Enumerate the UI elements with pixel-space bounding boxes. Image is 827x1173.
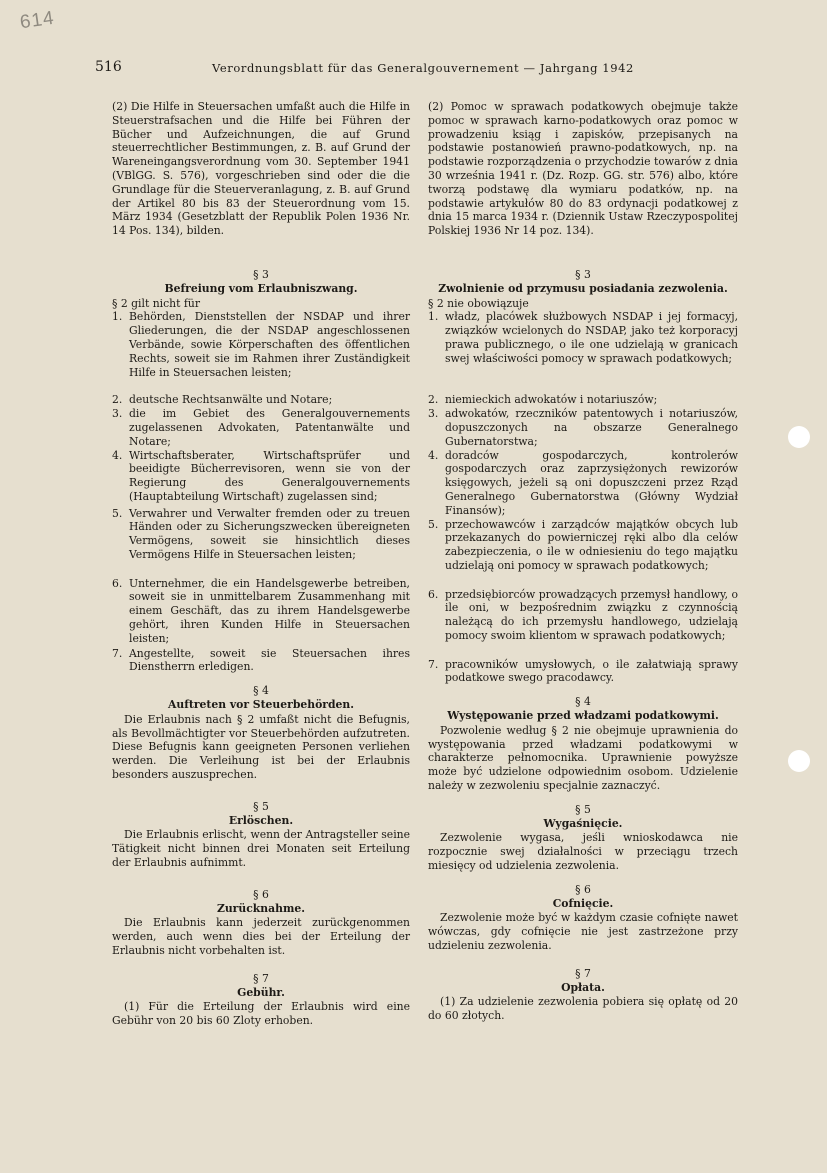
polish-s3-title: Zwolnienie od przymusu posiadania zezwolenia.	[438, 281, 728, 295]
german-s3-number: § 3	[253, 268, 269, 281]
list-item: 7. Angestellte, soweit sie Steuersachen ihres Dienstherrn erledigen.	[112, 646, 410, 674]
running-title: Verordnungsblatt für das Generalgouvernement — Jahrgang 1942	[212, 61, 634, 75]
german-s3-list	[112, 310, 410, 674]
polish-intro-paragraph: (2) Pomoc w sprawach podatkowych obejmuje także pomoc w sprawach karno-podatkowych oraz pomoc w prowadzeniu ksiąg i zapisków, przepisanych na podstawie postanowień prawno-podatkowych, np. na podstawie rozporządzenia o przychodzie towarów z dnia 30 września 1941 r. (Dz. Rozp. GG. str. 576) albo, które tworzą podstawę dla wymiaru podatków, np. na podstawie artykułów 80 do 83 ordynacji podatkowej z dnia 15 marca 1934 r. (Dziennik Ustaw Rzeczypospolitej Polskiej 1936 Nr 14 poz. 134).	[428, 100, 738, 238]
german-s4-number: § 4	[253, 684, 269, 698]
polish-column	[428, 100, 738, 1023]
german-s7-title: Gebühr.	[237, 985, 285, 999]
german-s6-number: § 6	[253, 887, 269, 901]
list-item: 6. przedsiębiorców prowadzących przemysł handlowy, o ile oni, w bezpośrednim związku z czynnością należącą do ich przemysłu handlowego, udzielają pomocy swoim klientom w sprawach podatkowych;	[428, 587, 739, 642]
polish-s3-number: § 3	[575, 268, 591, 281]
polish-s6-text: Zezwolenie może być w każdym czasie cofnięte nawet wówczas, gdy cofnięcie nie jest zastrzeżone przy udzieleniu zezwolenia.	[428, 911, 738, 952]
page-number: 516	[95, 59, 122, 75]
german-s5-text: Die Erlaubnis erlischt, wenn der Antragsteller seine Tätigkeit nicht binnen drei Monaten seit Erteilung der Erlaubnis aufnimmt.	[112, 828, 410, 869]
german-column	[112, 100, 410, 1028]
list-item: 5. Verwahrer und Verwalter fremden oder zu treuen Händen oder zu Sicherungszwecken übereigneten Vermögens, soweit sie hinsichtlich dieses Vermögens Hilfe in Steuersachen leisten;	[112, 506, 410, 561]
polish-s7-text: (1) Za udzielenie zezwolenia pobiera się opłatę od 20 do 60 złotych.	[428, 995, 738, 1023]
german-s4-text: Die Erlaubnis nach § 2 umfaßt nicht die Befugnis, als Bevollmächtigter vor Steuerbehörden aufzutreten. Diese Befugnis kann geeigneten Personen verliehen werden. Die Verleihung ist bei der Erlaubnis besonders auszusprechen.	[112, 712, 410, 781]
archive-mark: 614	[18, 7, 56, 34]
german-s7-text: (1) Für die Erteilung der Erlaubnis wird eine Gebühr von 20 bis 60 Zloty erhoben.	[112, 1000, 410, 1028]
polish-s3-list	[428, 310, 738, 685]
polish-s6-number: § 6	[575, 882, 591, 896]
punch-hole	[788, 426, 810, 448]
polish-s3-lead: § 2 nie obowiązuje	[428, 296, 529, 310]
polish-s5-title: Wygaśnięcie.	[543, 816, 623, 830]
german-s7-number: § 7	[253, 971, 269, 985]
list-item: 1. władz, placówek służbowych NSDAP i jej formacyj, związków wcielonych do NSDAP, jako też korporacyj prawa publicznego, o ile one udzielają w granicach swej właściwości pomocy w sprawach podatkowych;	[428, 310, 738, 365]
polish-s5-number: § 5	[575, 802, 591, 816]
list-item: 4. doradców gospodarczych, kontrolerów gospodarczych oraz zaprzysiężonych rewizorów księgowych, jeżeli są oni dopuszczeni przez Rząd Generalnego Gubernatorstwa (Główny Wydział Finansów);	[428, 448, 738, 517]
punch-hole	[788, 750, 810, 772]
polish-s5-text: Zezwolenie wygasa, jeśli wnioskodawca nie rozpocznie swej działalności w przeciągu trzech miesięcy od udzielenia zezwolenia.	[428, 831, 738, 872]
german-s3-lead: § 2 gilt nicht für	[112, 296, 201, 310]
polish-s4-number: § 4	[575, 695, 591, 709]
list-item: 5. przechowawców i zarządców majątków obcych lub przekazanych do powierniczej ręki albo dla celów zabezpieczenia, o ile w odniesieniu do tego majątku udzielają oni pomocy w sprawach podatkowych;	[428, 517, 738, 572]
polish-s6-title: Cofnięcie.	[552, 896, 614, 910]
page-header	[95, 59, 755, 81]
german-s6-title: Zurücknahme.	[216, 901, 306, 915]
german-s3-title: Befreiung vom Erlaubniszwang.	[164, 281, 358, 295]
german-s5-number: § 5	[253, 799, 269, 813]
list-item: 3. adwokatów, rzeczników patentowych i notariuszów, dopuszczonych na obszarze Generalnego Gubernatorstwa;	[428, 407, 738, 448]
german-s5-title: Erlöschen.	[228, 813, 294, 827]
list-item: 4. Wirtschaftsberater, Wirtschaftsprüfer und beeidigte Bücherrevisoren, wenn sie von der Regierung des Generalgouvernements (Hauptabteilung Wirtschaft) zugelassen sind;	[112, 448, 410, 503]
polish-s4-text: Pozwolenie według § 2 nie obejmuje uprawnienia do występowania przed władzami podatkowymi w charakterze pełnomocnika. Uprawnienie powyższe może być udzielone odpowiednim osobom. Udzielenie należy w zezwoleniu specjalnie zaznaczyć.	[428, 723, 738, 792]
polish-s7-title: Opłata.	[561, 980, 605, 994]
german-s4-title: Auftreten vor Steuerbehörden.	[167, 697, 355, 711]
german-intro-paragraph: (2) Die Hilfe in Steuersachen umfaßt auch die Hilfe in Steuerstrafsachen und die Hilfe bei Führen der Bücher und Aufzeichnungen, die auf Grund steuerrechtlicher Bestimmungen, z. B. auf Grund der Wareneingangsverordnung vom 30. September 1941 (VBlGG. S. 576), vorgeschrieben sind oder die die Grundlage für die Steuerveranlagung, z. B. auf Grund der Artikel 80 bis 83 der Steuerordnung vom 15. März 1934 (Gesetzblatt der Republik Polen 1936 Nr. 14 Pos. 134), bilden.	[112, 100, 410, 238]
list-item: 7. pracowników umysłowych, o ile załatwiają sprawy podatkowe swego pracodawcy.	[428, 657, 738, 685]
list-item: 2. niemieckich adwokatów i notariuszów;	[428, 393, 658, 407]
list-item: 1. Behörden, Dienststellen der NSDAP und ihrer Gliederungen, die der NSDAP angeschlossenen Verbände, sowie Körperschaften des öffentlichen Rechts, soweit sie im Rahmen ihrer Zuständigkeit Hilfe in Steuersachen leisten;	[112, 310, 410, 379]
polish-s4-title: Występowanie przed władzami podatkowymi.	[447, 708, 719, 722]
polish-s7-number: § 7	[575, 966, 591, 980]
list-item: 2. deutsche Rechtsanwälte und Notare;	[112, 393, 333, 407]
german-s6-text: Die Erlaubnis kann jederzeit zurückgenommen werden, auch wenn dies bei der Erteilung der Erlaubnis nicht vorbehalten ist.	[112, 916, 410, 957]
list-item: 3. die im Gebiet des Generalgouvernements zugelassenen Advokaten, Patentanwälte und Notare;	[112, 407, 410, 448]
list-item: 6. Unternehmer, die ein Handelsgewerbe betreiben, soweit sie in unmittelbarem Zusammenhang mit einem Geschäft, das zu ihrem Handelsgewerbe gehört, ihren Kunden Hilfe in Steuersachen leisten;	[112, 576, 410, 645]
